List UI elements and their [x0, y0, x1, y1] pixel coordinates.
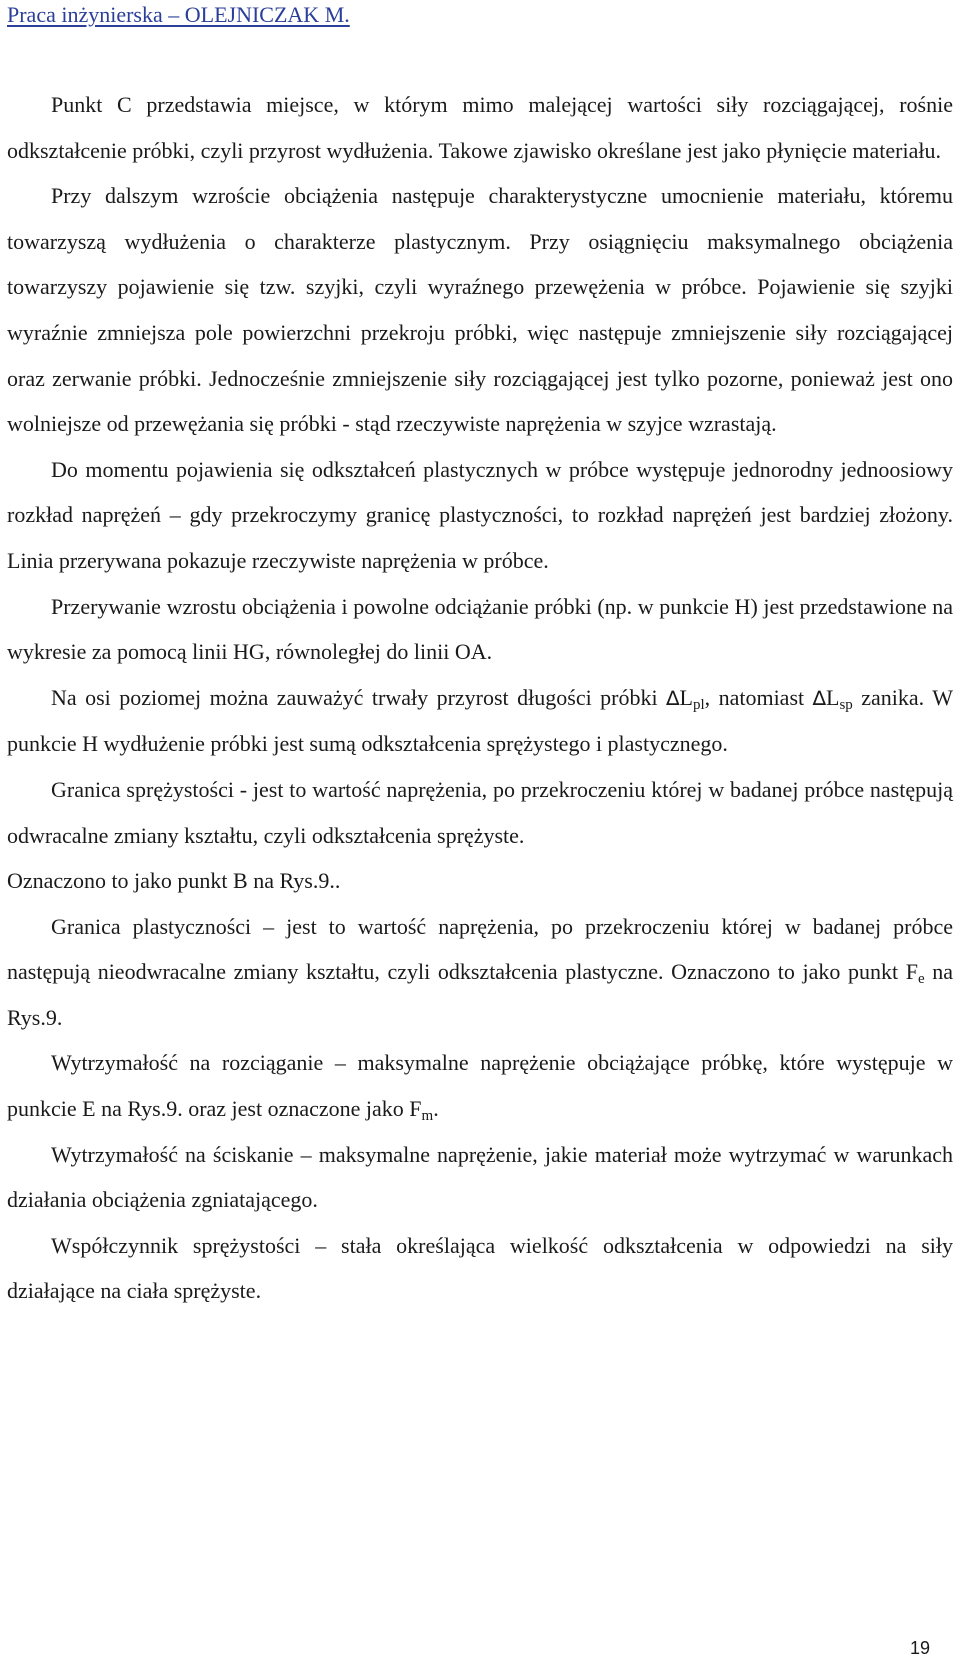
delta-symbol: ∆: [812, 685, 826, 710]
document-body: [7, 82, 953, 1314]
p9-text-a: Wytrzymałość na rozciąganie – maksymalne naprężenie obciążające próbkę, które występuje w punkcie E na Rys.9. oraz jest oznaczone jako F: [7, 1050, 953, 1122]
paragraph-unloading: Przerywanie wzrostu obciążenia i powolne odciążanie próbki (np. w punkcie H) jest przedstawione na wykresie za pomocą linii HG, równoległej do linii OA.: [7, 593, 953, 665]
p5-L2: L: [826, 684, 840, 710]
p5-text-b: , natomiast: [704, 684, 813, 710]
p5-text-a: Na osi poziomej można zauważyć trwały przyrost długości próbki: [51, 684, 667, 710]
subscript-pl: pl: [692, 696, 705, 713]
paragraph-stress-distribution: Do momentu pojawienia się odkształceń plastycznych w próbce występuje jednorodny jednoosiowy rozkład naprężeń – gdy przekroczymy granicę plastyczności, to rozkład naprężeń jest bardziej złożony. Linia przerywana pokazuje rzeczywiste naprężenia w próbce.: [7, 456, 953, 573]
paragraph-tensile-strength: [7, 1040, 953, 1131]
subscript-e: e: [917, 971, 925, 988]
p5-text-c: zanika. W punkcie H wydłużenie próbki jest sumą odkształcenia sprężystego i plastycznego.: [7, 684, 954, 757]
page-header: Praca inżynierska – OLEJNICZAK M.: [7, 2, 350, 27]
paragraph-strain-hardening: Przy dalszym wzroście obciążenia następuje charakterystyczne umocnienie materiału, któremu towarzyszą wydłużenia o charakterze plastycznym. Przy osiągnięciu maksymalnego obciążenia towarzyszy pojawienie się tzw. szyjki, czyli wyraźnego przewężenia w próbce. Pojawienie się szyjki wyraźnie zmniejsza pole powierzchni przekroju próbki, więc następuje zmniejszenie siły rozciągającej oraz zerwanie próbki. Jednocześnie zmniejszenie siły rozciągającej jest tylko pozorne, ponieważ jest ono wolniejsze od przewężania się próbki - stąd rzeczywiste naprężenia w szyjce wzrastają.: [7, 183, 953, 437]
p8-text-b: na Rys.9.: [7, 959, 953, 1030]
paragraph-elastic-modulus: Współczynnik sprężystości – stała określająca wielkość odkształcenia w odpowiedzi na siły działające na ciała sprężyste.: [7, 1232, 953, 1304]
p9-text-b: .: [433, 1096, 439, 1122]
subscript-m: m: [421, 1108, 434, 1125]
paragraph-yield-strength: [7, 904, 953, 1041]
page-number: 19: [909, 1638, 930, 1658]
p8-text-a: Granica plastyczności – jest to wartość naprężenia, po przekroczeniu której w badanej próbce następują nieodwracalne zmiany kształtu, czyli odkształcenia plastyczne. Oznaczono to jako punkt F: [7, 913, 953, 985]
delta-symbol: ∆: [666, 685, 680, 710]
paragraph-compressive-strength: Wytrzymałość na ściskanie – maksymalne naprężenie, jakie materiał może wytrzymać w warunkach działania obciążenia zgniatającego.: [7, 1141, 953, 1213]
paragraph-yield-point: Punkt C przedstawia miejsce, w którym mimo malejącej wartości siły rozciągającej, rośnie odkształcenie próbki, czyli przyrost wydłużenia. Takowe zjawisko określane jest jako płynięcie materiału.: [7, 92, 953, 163]
p5-L1: L: [679, 684, 693, 710]
paragraph-elastic-limit: Granica sprężystości - jest to wartość naprężenia, po przekroczeniu której w badanej próbce następują odwracalne zmiany kształtu, czyli odkształcenia sprężyste.: [7, 776, 953, 848]
paragraph-permanent-elongation: [7, 675, 953, 767]
paragraph-point-b: Oznaczono to jako punkt B na Rys.9..: [7, 868, 341, 894]
subscript-sp: sp: [839, 696, 853, 713]
